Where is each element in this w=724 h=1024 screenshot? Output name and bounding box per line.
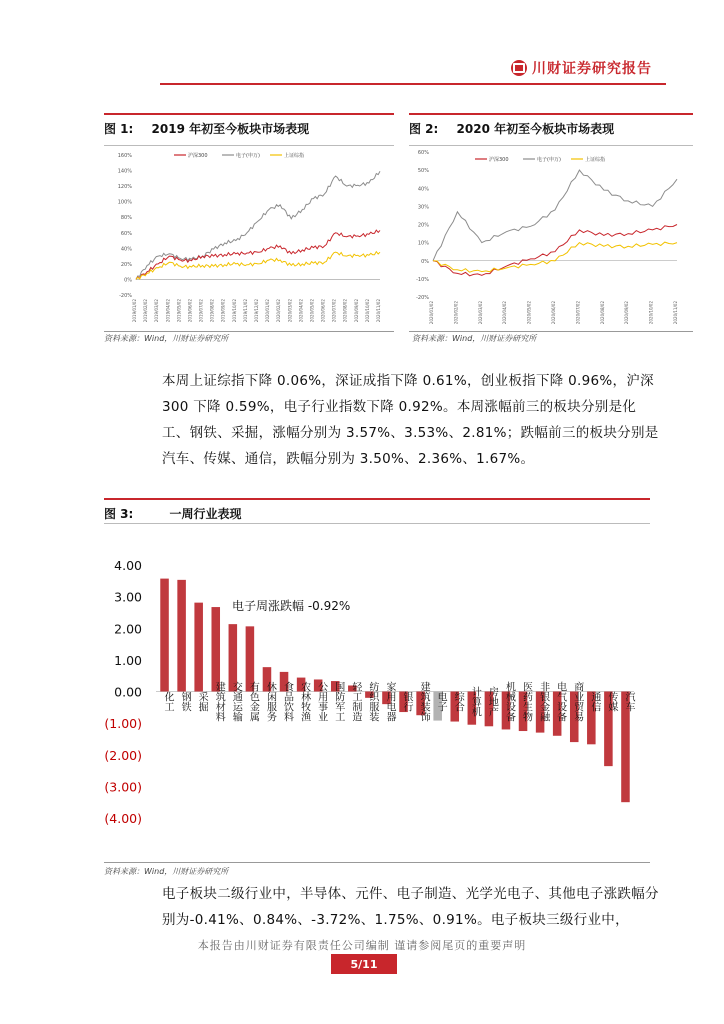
- report-brand-title: 川财证券研究报告: [532, 61, 652, 77]
- bar-化工: [160, 579, 169, 692]
- fig1-x-tick-label: 2020/08/02: [342, 299, 348, 323]
- fig1-x-tick-label: 2019/08/02: [209, 299, 215, 323]
- fig2-y-tick-label: -10%: [416, 276, 429, 283]
- fig2-y-tick-label: 60%: [417, 150, 429, 156]
- bar-category-label: 通信: [588, 691, 600, 712]
- bar-category-label: 建筑材料: [213, 681, 225, 722]
- bar-category-label: 商业贸易: [571, 681, 583, 722]
- electronics-subsector-paragraph: 电子板块二级行业中，半导体、元件、电子制造、光学光电子、其他电子涨跌幅分别为-0.41%、0.84%、-3.72%、1.75%、0.91%。电子板块三级行业中，: [162, 886, 659, 928]
- bar-category-label: 综合: [452, 691, 464, 712]
- bar-y-tick-label: 3.00: [114, 589, 142, 605]
- header-rule: [160, 83, 666, 85]
- page-number: 5/11: [331, 954, 397, 974]
- fig2-y-tick-label: 0%: [421, 258, 429, 265]
- fig1-y-tick-label: 140%: [117, 168, 132, 175]
- bar-category-label: 有色金属: [247, 681, 259, 722]
- fig1-y-tick-label: 0%: [124, 277, 132, 284]
- figure-2-source: 资料来源：Wind，川财证券研究所: [412, 334, 537, 343]
- bar-y-tick-label: (1.00): [104, 716, 142, 732]
- figure-3-bar-chart: [104, 540, 650, 860]
- figure-3-title: 一周行业表现: [169, 507, 242, 521]
- bar-category-label: 国防军工: [332, 681, 344, 722]
- figure-1-source: 资料来源：Wind，川财证券研究所: [104, 334, 229, 343]
- figure-3-divider: [104, 523, 650, 524]
- fig1-y-tick-label: 120%: [117, 184, 132, 191]
- bar-category-label: 纺织服装: [366, 681, 378, 722]
- fig1-x-tick-label: 2020/03/02: [287, 299, 293, 323]
- fig1-y-tick-label: -20%: [119, 293, 132, 299]
- fig2-y-tick-label: 10%: [417, 240, 429, 247]
- bar-category-label: 轻工制造: [349, 681, 361, 722]
- figure-2-line-chart: [409, 146, 693, 330]
- fig1-x-tick-label: 2020/11/02: [376, 299, 381, 323]
- fig2-x-tick-label: 2020/04/02: [502, 301, 508, 325]
- fig1-y-tick-label: 160%: [117, 153, 132, 159]
- bar-category-label: 房地产: [486, 686, 498, 717]
- bar-y-tick-label: (4.00): [104, 811, 142, 826]
- fig2-x-tick-label: 2020/05/02: [526, 301, 532, 325]
- fig2-x-tick-label: 2020/07/02: [575, 301, 581, 325]
- figure-3-label: 图 3:: [104, 507, 134, 521]
- footer-disclaimer: 本报告由川财证券有限责任公司编制 谨请参阅尾页的重要声明: [197, 939, 527, 952]
- fig2-legend-label: 沪深300: [489, 157, 509, 163]
- fig2-y-tick-label: 50%: [417, 168, 429, 175]
- bar-category-label: 家用电器: [383, 681, 395, 722]
- fig1-y-tick-label: 40%: [120, 246, 132, 253]
- bar-category-label: 农林牧渔: [298, 681, 310, 722]
- fig2-x-tick-label: 2020/02/02: [453, 301, 459, 325]
- fig1-x-tick-label: 2019/11/02: [242, 299, 248, 323]
- fig1-x-tick-label: 2019/12/02: [254, 299, 259, 323]
- figure-3-box: [104, 498, 650, 863]
- figure-2-box: [409, 113, 693, 332]
- fig2-x-tick-label: 2020/10/02: [648, 301, 654, 325]
- fig1-x-tick-label: 2020/07/02: [331, 299, 337, 323]
- fig1-x-tick-label: 2019/04/02: [165, 299, 171, 323]
- bar-y-tick-label: (2.00): [104, 747, 142, 763]
- fig1-x-tick-label: 2020/02/02: [276, 299, 282, 323]
- bar-category-label: 公用事业: [315, 681, 327, 722]
- fig1-y-tick-label: 20%: [120, 261, 132, 268]
- fig1-x-tick-label: 2019/07/02: [198, 299, 204, 323]
- figure-3-source: 资料来源：Wind，川财证券研究所: [104, 867, 229, 876]
- fig1-x-tick-label: 2019/06/02: [187, 299, 193, 323]
- bar-y-tick-label: 1.00: [114, 652, 142, 668]
- bar-y-tick-label: 0.00: [114, 684, 142, 700]
- bar-category-label: 休闲服务: [264, 681, 276, 722]
- bar-category-label: 钢铁: [179, 691, 191, 712]
- bar-annotation: 电子周涨跌幅 -0.92%: [232, 599, 351, 613]
- figure-1-chart-area: [104, 145, 394, 330]
- bar-category-label: 计算机: [469, 686, 481, 717]
- figure-1-box: [104, 113, 394, 332]
- figure-2-label: 图 2:: [409, 122, 439, 136]
- bar-category-label: 建筑装饰: [418, 681, 430, 722]
- fig2-y-tick-label: 40%: [417, 186, 429, 193]
- bar-y-tick-label: 4.00: [114, 558, 142, 573]
- figure-3-title-row: [104, 505, 242, 522]
- fig2-series-沪深300: [433, 225, 677, 276]
- figure-2-title: 2020 年初至今板块市场表现: [456, 122, 615, 136]
- fig2-x-tick-label: 2020/08/02: [599, 301, 605, 325]
- fig2-series-电子(申万): [433, 170, 677, 261]
- fig1-x-tick-label: 2019/10/02: [231, 299, 237, 323]
- figure-1-title: 2019 年初至今板块市场表现: [151, 122, 310, 136]
- fig2-y-tick-label: -20%: [416, 295, 429, 301]
- bar-category-label: 交通运输: [230, 681, 242, 722]
- fig2-y-tick-label: 20%: [417, 222, 429, 229]
- fig1-legend-label: 上证综指: [284, 153, 305, 159]
- bar-category-label: 医药生物: [520, 681, 532, 722]
- fig1-x-tick-label: 2019/02/02: [143, 299, 149, 323]
- fig1-x-tick-label: 2020/10/02: [364, 299, 370, 323]
- bar-category-label: 电子: [435, 691, 447, 712]
- fig1-x-tick-label: 2019/05/02: [176, 299, 182, 323]
- fig2-x-tick-label: 2020/03/02: [477, 301, 483, 325]
- fig1-y-tick-label: 100%: [117, 199, 132, 206]
- fig2-legend-label: 电子(申万): [537, 157, 561, 163]
- fig1-x-tick-label: 2020/05/02: [309, 299, 315, 323]
- bar-category-label: 食品饮料: [281, 681, 293, 722]
- bar-y-tick-label: (3.00): [104, 779, 142, 795]
- bar-建筑材料: [211, 607, 220, 691]
- bar-category-label: 电气设备: [554, 681, 566, 722]
- fig1-x-tick-label: 2020/04/02: [298, 299, 304, 323]
- bar-category-label: 采掘: [196, 691, 208, 712]
- fig2-series-上证综指: [433, 242, 677, 272]
- brand-logo-icon: [511, 60, 527, 76]
- bar-采掘: [194, 603, 203, 692]
- fig2-x-tick-label: 2020/01/02: [429, 301, 434, 325]
- fig1-x-tick-label: 2019/01/02: [132, 299, 137, 323]
- bar-category-label: 传媒: [605, 691, 617, 712]
- fig1-x-tick-label: 2020/06/02: [320, 299, 326, 323]
- figure-2-title-row: [409, 120, 614, 137]
- bar-category-label: 汽车: [622, 691, 634, 712]
- fig2-legend-label: 上证综指: [585, 157, 606, 163]
- bar-y-tick-label: 2.00: [114, 621, 142, 637]
- fig1-y-tick-label: 60%: [120, 230, 132, 237]
- fig2-x-tick-label: 2020/06/02: [551, 301, 556, 325]
- bar-钢铁: [177, 580, 186, 692]
- figure-2-chart-area: [409, 145, 693, 330]
- bar-category-label: 银行: [401, 691, 413, 712]
- bar-category-label: 非银金融: [537, 681, 549, 722]
- figure-1-line-chart: [104, 146, 394, 330]
- fig1-x-tick-label: 2020/09/02: [353, 299, 359, 323]
- fig1-x-tick-label: 2019/03/02: [154, 299, 160, 323]
- fig1-y-tick-label: 80%: [120, 215, 132, 222]
- fig2-x-tick-label: 2020/11/02: [673, 301, 678, 325]
- bar-category-label: 机械设备: [503, 681, 515, 722]
- bar-category-label: 化工: [162, 691, 174, 712]
- market-summary-paragraph: 本周上证综指下降 0.06%，深证成指下降 0.61%，创业板指下降 0.96%，沪深 300 下降 0.59%，电子行业指数下降 0.92%。本周涨幅前三的板块分别是化工、钢铁、采掘，涨幅分别为 3.57%、3.53%、2.81%；跌幅前三的板块分别是汽车、传媒、通信，跌幅分别为 3.50%、2.36%、1.67%。: [162, 373, 659, 467]
- fig1-legend-label: 沪深300: [188, 153, 208, 159]
- figure-1-label: 图 1:: [104, 122, 134, 136]
- fig1-series-上证综指: [136, 252, 380, 280]
- fig2-y-tick-label: 30%: [417, 204, 429, 211]
- fig1-legend-label: 电子(申万): [236, 153, 260, 159]
- fig1-x-tick-label: 2019/09/02: [220, 299, 226, 323]
- fig2-x-tick-label: 2020/09/02: [624, 301, 630, 325]
- fig1-x-tick-label: 2020/01/02: [265, 299, 271, 323]
- figure-1-title-row: [104, 120, 309, 137]
